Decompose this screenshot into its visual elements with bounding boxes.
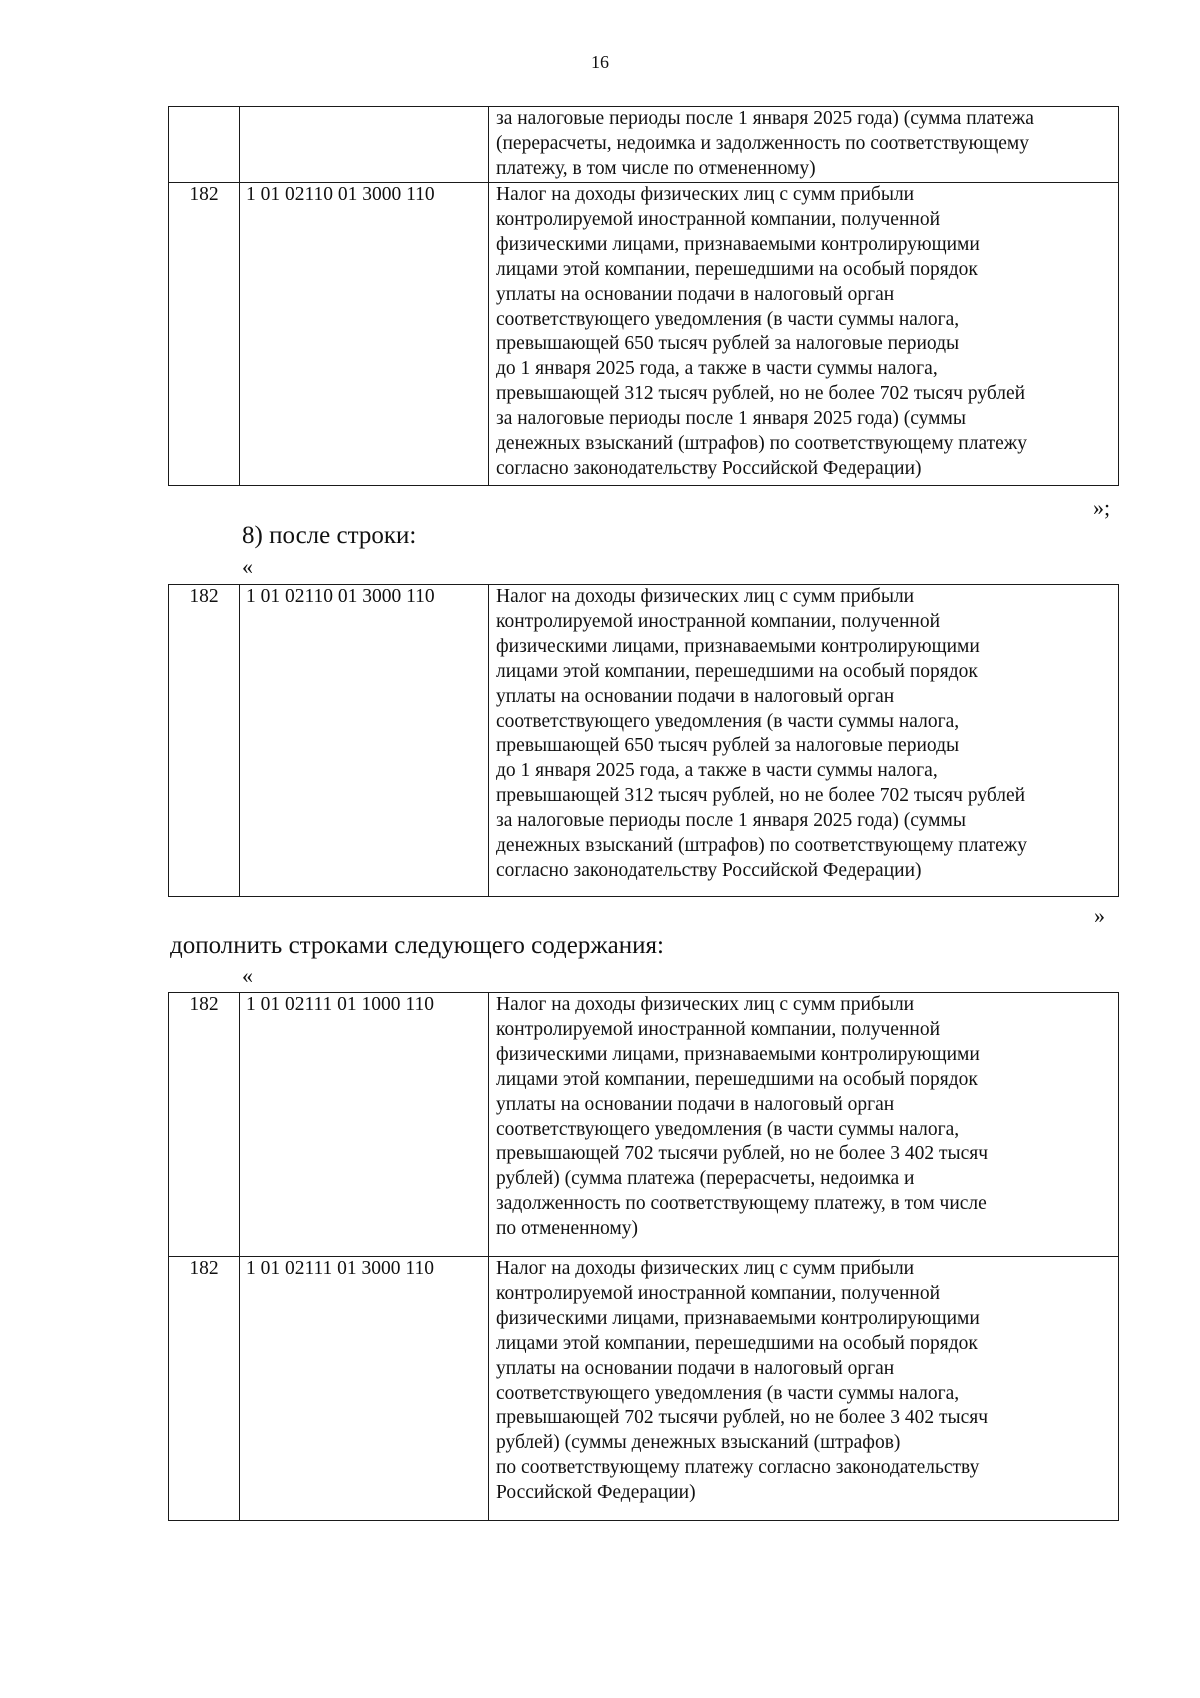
table-1 <box>168 106 1119 486</box>
description-line: за налоговые периоды после 1 января 2025 года) (суммы <box>496 408 966 430</box>
closing-quote: » <box>1094 903 1105 928</box>
description-line: до 1 января 2025 года, а также в части суммы налога, <box>496 358 938 380</box>
page-number: 16 <box>591 52 609 72</box>
code-cell: 182 <box>169 585 240 897</box>
table-3 <box>168 992 1119 1521</box>
description-line: физическими лицами, признаваемыми контролирующими <box>496 233 980 255</box>
table-row <box>169 585 1119 897</box>
description-line: контролируемой иностранной компании, полученной <box>496 208 941 230</box>
description-line: Налог на доходы физических лиц с сумм прибыли <box>496 1258 915 1279</box>
kbk-cell: 1 01 02111 01 1000 110 <box>240 993 489 1257</box>
description-line: контролируемой иностранной компании, полученной <box>496 1018 941 1040</box>
description-line: соответствующего уведомления (в части суммы налога, <box>496 710 960 732</box>
description-line: уплаты на основании подачи в налоговый орган <box>496 1093 895 1115</box>
section-heading: 8) после строки: <box>242 522 417 549</box>
description-line: превышающей 650 тысяч рублей за налоговые периоды <box>496 735 960 757</box>
description-cell <box>489 107 1119 183</box>
description-line: соответствующего уведомления (в части суммы налога, <box>496 1382 960 1404</box>
description-line: физическими лицами, признаваемыми контролирующими <box>496 1307 980 1329</box>
description-line: задолженность по соответствующему платежу, в том числе <box>496 1193 987 1215</box>
description-line: превышающей 702 тысячи рублей, но не более 3 402 тысяч <box>496 1407 989 1429</box>
description-line: контролируемой иностранной компании, полученной <box>496 1282 941 1304</box>
description-line: уплаты на основании подачи в налоговый орган <box>496 283 895 305</box>
description-line: превышающей 702 тысячи рублей, но не более 3 402 тысяч <box>496 1143 989 1165</box>
description-line: согласно законодательству Российской Федерации) <box>496 859 922 881</box>
description-cell <box>489 585 1119 897</box>
description-line: Налог на доходы физических лиц с сумм прибыли <box>496 586 915 607</box>
description-line: согласно законодательству Российской Федерации) <box>496 457 922 479</box>
description-line: лицами этой компании, перешедшими на особый порядок <box>496 660 978 682</box>
description-line: контролируемой иностранной компании, полученной <box>496 610 941 632</box>
description-line: лицами этой компании, перешедшими на особый порядок <box>496 1068 978 1090</box>
description-line: за налоговые периоды после 1 января 2025 года) (сумма платежа <box>496 108 1034 129</box>
description-line: уплаты на основании подачи в налоговый орган <box>496 1357 895 1379</box>
description-line: (перерасчеты, недоимка и задолженность по соответствующему <box>496 132 1030 154</box>
description-line: Российской Федерации) <box>496 1482 696 1504</box>
description-line: рублей) (суммы денежных взысканий (штрафов) <box>496 1432 901 1454</box>
description-line: денежных взысканий (штрафов) по соответствующему платежу <box>496 433 1027 455</box>
description-line: уплаты на основании подачи в налоговый орган <box>496 685 895 707</box>
description-line: денежных взысканий (штрафов) по соответствующему платежу <box>496 835 1027 857</box>
description-line: платежу, в том числе по отмененному) <box>496 157 816 179</box>
supplement-heading: дополнить строками следующего содержания: <box>170 932 664 959</box>
code-cell: 182 <box>169 1257 240 1521</box>
table-row <box>169 1257 1119 1521</box>
description-cell <box>489 993 1119 1257</box>
table-row <box>169 183 1119 486</box>
table-2 <box>168 584 1119 897</box>
description-line: физическими лицами, признаваемыми контролирующими <box>496 635 980 657</box>
kbk-cell <box>240 107 489 183</box>
code-cell: 182 <box>169 993 240 1257</box>
kbk-cell: 1 01 02111 01 3000 110 <box>240 1257 489 1521</box>
description-line: рублей) (сумма платежа (перерасчеты, недоимка и <box>496 1168 915 1190</box>
table-row <box>169 107 1119 183</box>
closing-quote: »; <box>1093 495 1111 520</box>
code-cell: 182 <box>169 183 240 486</box>
description-line: превышающей 312 тысяч рублей, но не более 702 тысяч рублей <box>496 785 1026 807</box>
code-cell <box>169 107 240 183</box>
opening-quote: « <box>242 963 253 988</box>
description-line: соответствующего уведомления (в части суммы налога, <box>496 1118 960 1140</box>
description-line: Налог на доходы физических лиц с сумм прибыли <box>496 994 915 1015</box>
description-line: Налог на доходы физических лиц с сумм прибыли <box>496 184 915 205</box>
kbk-cell: 1 01 02110 01 3000 110 <box>240 183 489 486</box>
description-cell <box>489 183 1119 486</box>
description-line: соответствующего уведомления (в части суммы налога, <box>496 308 960 330</box>
description-line: превышающей 312 тысяч рублей, но не более 702 тысяч рублей <box>496 383 1026 405</box>
description-line: до 1 января 2025 года, а также в части суммы налога, <box>496 760 938 782</box>
description-line: превышающей 650 тысяч рублей за налоговые периоды <box>496 333 960 355</box>
description-cell <box>489 1257 1119 1521</box>
description-line: лицами этой компании, перешедшими на особый порядок <box>496 1332 978 1354</box>
opening-quote: « <box>242 554 253 579</box>
description-line: физическими лицами, признаваемыми контролирующими <box>496 1043 980 1065</box>
kbk-cell: 1 01 02110 01 3000 110 <box>240 585 489 897</box>
description-line: лицами этой компании, перешедшими на особый порядок <box>496 258 978 280</box>
description-line: по соответствующему платежу согласно законодательству <box>496 1457 980 1479</box>
description-line: по отмененному) <box>496 1218 638 1240</box>
description-line: за налоговые периоды после 1 января 2025 года) (суммы <box>496 810 966 832</box>
table-row <box>169 993 1119 1257</box>
